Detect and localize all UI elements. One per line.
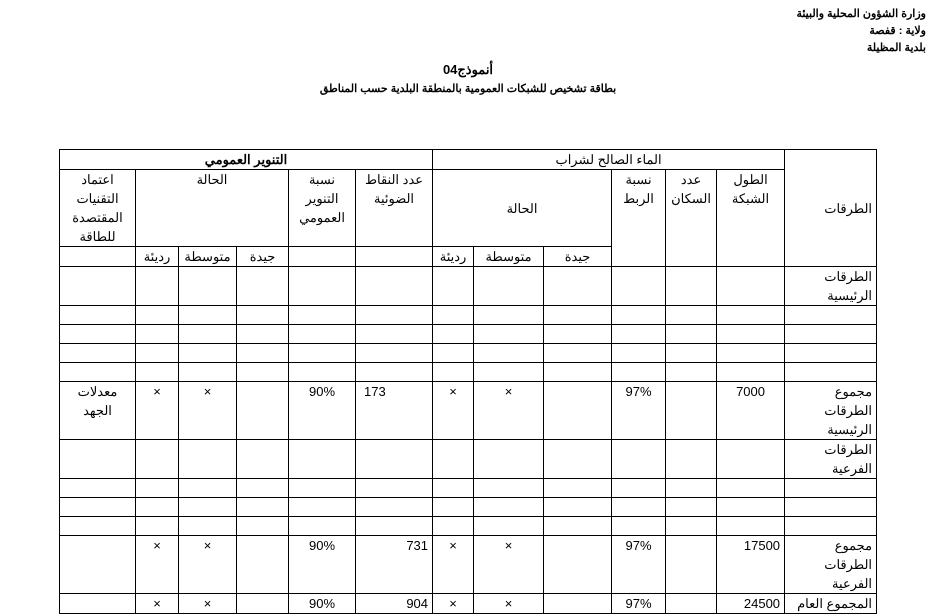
water-medium-mark: ×: [474, 536, 544, 594]
network-length-value: 17500: [717, 536, 785, 594]
population-header: عدد السكان: [666, 170, 717, 267]
table-row-grand-total: [60, 594, 877, 614]
table-row: [60, 325, 877, 344]
network-length-header: الطول الشبكة: [717, 170, 785, 267]
table-row: [60, 498, 877, 517]
table-row: [60, 344, 877, 363]
diagnosis-table: [59, 149, 877, 614]
water-medium-header: متوسطة: [474, 247, 544, 267]
water-bad-header: رديئة: [433, 247, 474, 267]
table-row-sub-total: [60, 536, 877, 594]
light-bad-mark: ×: [136, 536, 179, 594]
row-label: المجموع العام: [785, 594, 877, 614]
light-points-value: 173: [356, 382, 433, 440]
energy-saving-value: معدلات الجهد: [60, 382, 136, 440]
table-row: [60, 440, 877, 479]
lighting-medium-header: متوسطة: [179, 247, 237, 267]
light-medium-mark: ×: [179, 594, 237, 614]
population-cell: [666, 594, 717, 614]
table-row: [60, 267, 877, 306]
table-row: [60, 363, 877, 382]
table-row: [60, 517, 877, 536]
water-medium-mark: ×: [474, 382, 544, 440]
ministry-name: وزارة الشؤون المحلية والبيئة: [796, 8, 926, 20]
lighting-good-header: جيدة: [237, 247, 289, 267]
section-main-roads: الطرقات الرئيسية: [785, 267, 877, 306]
water-condition-header: الحالة: [433, 170, 612, 247]
group-water-header: الماء الصالح لشراب: [433, 150, 785, 170]
lighting-rate-value: 90%: [289, 536, 356, 594]
water-good-cell: [544, 594, 612, 614]
connection-rate-value: 97%: [612, 382, 666, 440]
light-medium-mark: ×: [179, 536, 237, 594]
table-row-main-total: [60, 382, 877, 440]
light-medium-mark: ×: [179, 382, 237, 440]
table-row: [60, 479, 877, 498]
lighting-condition-header: الحالة: [136, 170, 289, 247]
roads-column-header: الطرقات: [785, 150, 877, 267]
network-length-value: 7000: [717, 382, 785, 440]
population-cell: [666, 382, 717, 440]
water-bad-mark: ×: [433, 594, 474, 614]
energy-saving-header: اعتماد التقنيات المقتصدة للطاقة: [60, 170, 136, 247]
section-sub-roads: الطرقات الفرعية: [785, 440, 877, 479]
empty-cell: [356, 247, 433, 267]
group-lighting-header: التنوير العمومي: [60, 150, 433, 170]
row-label: مجموع الطرقات الرئيسية: [785, 382, 877, 440]
light-good-cell: [237, 382, 289, 440]
light-good-cell: [237, 536, 289, 594]
row-label: مجموع الطرقات الفرعية: [785, 536, 877, 594]
light-points-header: عدد النقاط الضوئية: [356, 170, 433, 247]
lighting-rate-header: نسبة التنوير العمومي: [289, 170, 356, 247]
light-points-value: 731: [356, 536, 433, 594]
energy-saving-cell: [60, 536, 136, 594]
water-medium-mark: ×: [474, 594, 544, 614]
document-title: بطاقة تشخيص للشبكات العمومية بالمنطقة البلدية حسب المناطق: [319, 83, 617, 95]
model-label: أنموذج04: [442, 62, 494, 77]
empty-cell: [60, 247, 136, 267]
light-bad-mark: ×: [136, 382, 179, 440]
water-bad-mark: ×: [433, 536, 474, 594]
network-length-value: 24500: [717, 594, 785, 614]
lighting-rate-value: 90%: [289, 594, 356, 614]
population-cell: [666, 536, 717, 594]
water-good-header: جيدة: [544, 247, 612, 267]
water-good-cell: [544, 382, 612, 440]
table-row: [60, 306, 877, 325]
lighting-rate-value: 90%: [289, 382, 356, 440]
connection-rate-value: 97%: [612, 594, 666, 614]
municipality-name: بلدية المظيلة: [866, 42, 926, 54]
document-header: [796, 6, 926, 57]
light-good-cell: [237, 594, 289, 614]
light-bad-mark: ×: [136, 594, 179, 614]
connection-rate-header: نسبة الربط: [612, 170, 666, 267]
energy-saving-cell: [60, 594, 136, 614]
lighting-bad-header: رديئة: [136, 247, 179, 267]
state-name: ولاية : قفصة: [869, 25, 926, 37]
water-good-cell: [544, 536, 612, 594]
water-bad-mark: ×: [433, 382, 474, 440]
light-points-value: 904: [356, 594, 433, 614]
connection-rate-value: 97%: [612, 536, 666, 594]
empty-cell: [289, 247, 356, 267]
